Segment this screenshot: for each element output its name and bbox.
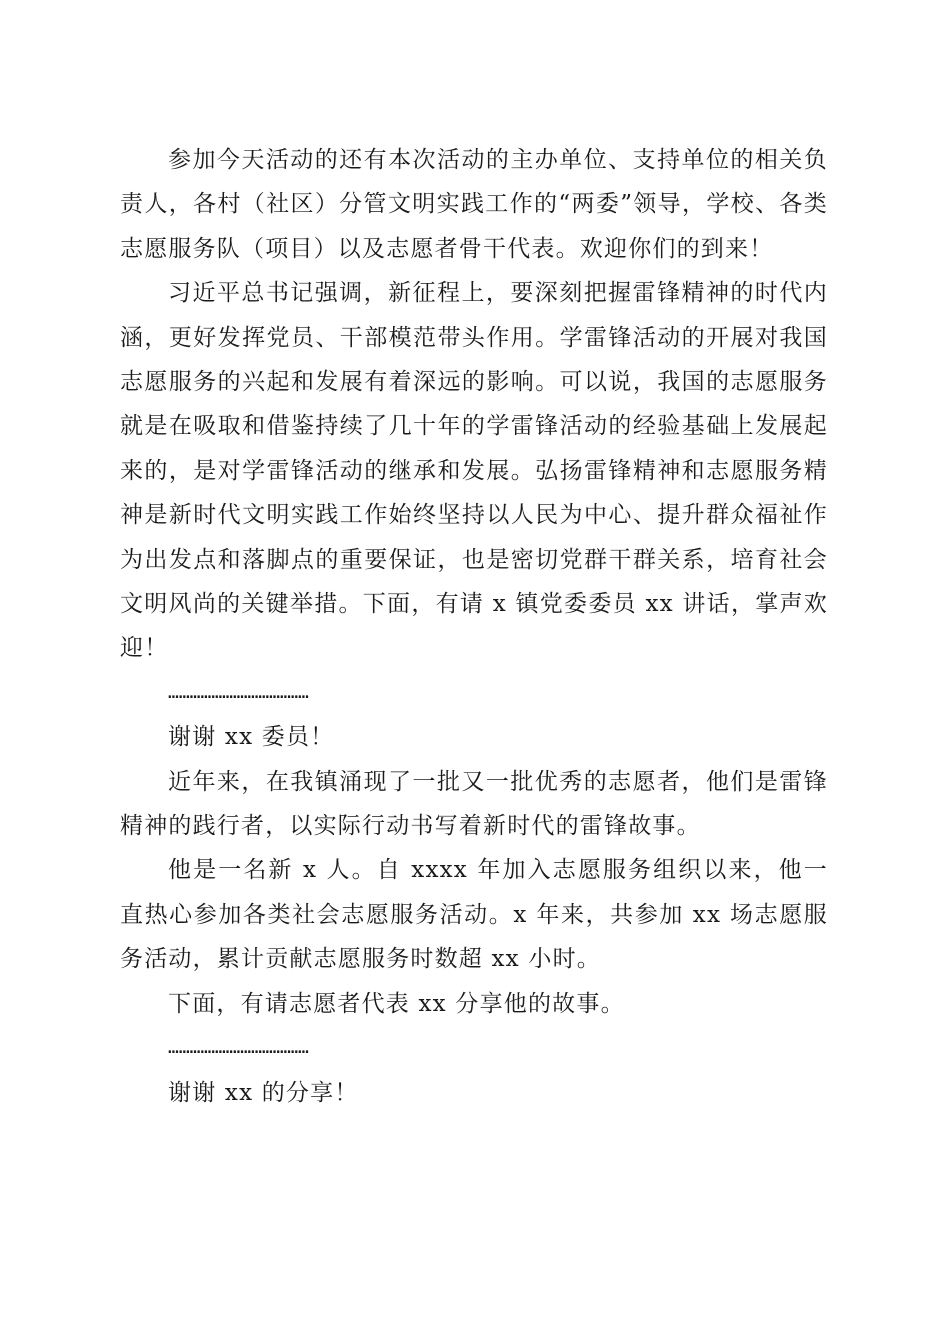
paragraph-volunteers-intro: 近年来，在我镇涌现了一批又一批优秀的志愿者，他们是雷锋精神的践行者，以实际行动书写着新时代的雷锋故事。 xyxy=(120,768,828,840)
paragraph-lei-feng-spirit: 习近平总书记强调，新征程上，要深刻把握雷锋精神的时代内涵，更好发挥党员、干部模范带头作用。学雷锋活动的开展对我国志愿服务的兴起和发展有着深远的影响。可以说，我国的志愿服务就是在吸取和借鉴持续了几十年的学雷锋活动的经验基础上发展起来的，是对学雷锋活动的继承和发展。弘扬雷锋精神和志愿服务精神是新时代文明实践工作始终坚持以人民为中心、提升群众福祉作为出发点和落脚点的重要保证，也是密切党群干群关系，培育社会文明风尚的关键举措。下面，有请 x 镇党委委员 xx 讲话，掌声欢迎！ xyxy=(120,280,828,662)
paragraph-thanks-sharing: 谢谢 xx 的分享！ xyxy=(168,1079,359,1106)
document-body xyxy=(120,138,828,1115)
ellipsis-separator: ………………………………… xyxy=(168,1037,309,1059)
paragraph-participants: 参加今天活动的还有本次活动的主办单位、支持单位的相关负责人，各村（社区）分管文明实践工作的“两委”领导，学校、各类志愿服务队（项目）以及志愿者骨干代表。欢迎你们的到来！ xyxy=(120,147,828,262)
paragraph-volunteer-profile: 他是一名新 x 人。自 xxxx 年加入志愿服务组织以来，他一直热心参加各类社会志愿服务活动。x 年来，共参加 xx 场志愿服务活动，累计贡献志愿服务时数超 xx 小时。 xyxy=(120,857,828,973)
paragraph-invite-volunteer: 下面，有请志愿者代表 xx 分享他的故事。 xyxy=(168,990,625,1017)
ellipsis-separator: ………………………………… xyxy=(168,681,309,703)
paragraph-thanks-committee-member: 谢谢 xx 委员！ xyxy=(168,724,335,751)
